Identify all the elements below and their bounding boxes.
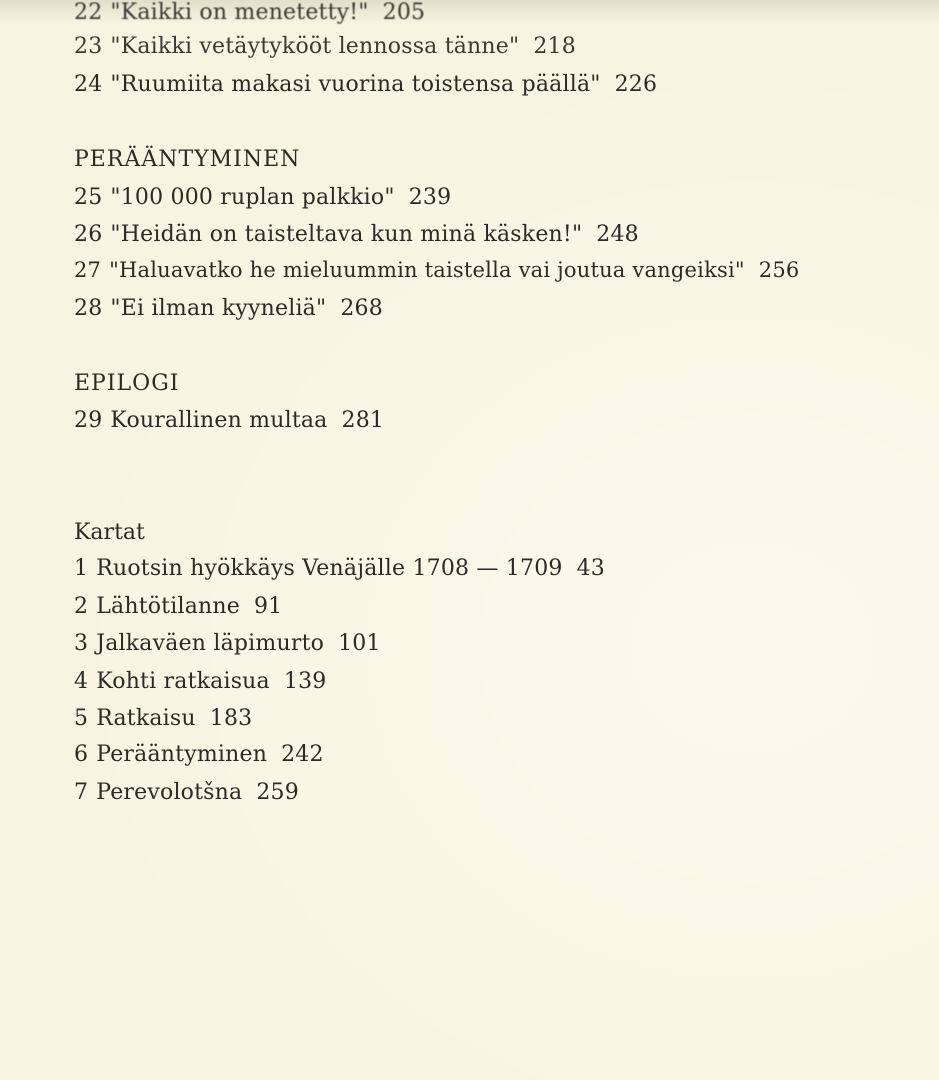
chapter-title: "Kaikki on menetetty!": [110, 0, 369, 25]
map-number: 3: [74, 631, 89, 656]
page-number: 101: [338, 631, 381, 656]
page-number: 205: [382, 0, 426, 25]
map-entry-4: [74, 669, 326, 694]
toc-entry-24: [74, 72, 657, 97]
map-number: 4: [74, 669, 89, 694]
page-number: 259: [256, 780, 299, 805]
chapter-title: Kourallinen multaa: [110, 408, 328, 433]
map-title: Lähtötilanne: [96, 594, 240, 619]
section-heading-epilogue: EPILOGI: [74, 371, 180, 396]
map-number: 2: [74, 594, 89, 619]
toc-entry-27: [74, 258, 799, 282]
chapter-title: "Haluavatko he mieluummin taistella vai joutua vangeiksi": [109, 258, 745, 282]
map-entry-3: [74, 631, 381, 656]
map-number: 5: [74, 706, 89, 731]
map-title: Perääntyminen: [96, 742, 268, 767]
map-entry-1: [74, 556, 605, 581]
chapter-number: 22: [74, 0, 103, 25]
map-entry-2: [74, 594, 282, 619]
chapter-number: 24: [74, 72, 103, 97]
map-entry-7: [74, 780, 299, 805]
page-number: 43: [576, 556, 606, 581]
chapter-number: 29: [74, 408, 103, 433]
chapter-title: "100 000 ruplan palkkio": [110, 185, 395, 210]
toc-entry-28: [74, 296, 383, 321]
map-number: 6: [74, 742, 89, 767]
page-number: 239: [408, 185, 452, 210]
toc-entry-26: [74, 222, 639, 247]
chapter-number: 23: [74, 34, 103, 59]
page-number: 218: [533, 34, 576, 59]
page-number: 248: [596, 222, 639, 247]
chapter-number: 28: [74, 296, 103, 321]
map-entry-6: [74, 742, 324, 767]
page-number: 242: [281, 742, 324, 767]
page-number: 183: [209, 706, 253, 731]
page-number: 256: [758, 258, 800, 282]
page-number: 91: [253, 594, 283, 619]
map-title: Perevolotšna: [96, 780, 243, 805]
toc-entry-23: [74, 34, 576, 59]
page-number: 226: [614, 72, 658, 97]
map-title: Ruotsin hyökkäys Venäjälle 1708 — 1709: [96, 556, 563, 581]
page-number: 281: [341, 408, 385, 433]
map-number: 1: [74, 556, 89, 581]
toc-entry-29: [74, 408, 384, 433]
chapter-title: "Ruumiita makasi vuorina toistensa päällä": [110, 72, 601, 97]
toc-entry-22: [74, 0, 425, 25]
chapter-title: "Heidän on taisteltava kun minä käsken!": [110, 222, 583, 247]
map-entry-5: [74, 706, 252, 731]
chapter-number: 27: [74, 258, 102, 282]
page-number: 139: [283, 669, 327, 694]
page-number: 268: [340, 296, 383, 321]
section-heading-retreat: PERÄÄNTYMINEN: [74, 147, 301, 172]
map-number: 7: [74, 780, 89, 805]
chapter-number: 26: [74, 222, 103, 247]
chapter-title: "Kaikki vetäytykööt lennossa tänne": [110, 34, 520, 59]
section-heading-maps: Kartat: [74, 520, 145, 545]
map-title: Kohti ratkaisua: [96, 669, 270, 694]
chapter-number: 25: [74, 185, 103, 210]
map-title: Ratkaisu: [96, 706, 196, 731]
toc-entry-25: [74, 185, 451, 210]
chapter-title: "Ei ilman kyyneliä": [110, 296, 327, 321]
map-title: Jalkaväen läpimurto: [96, 631, 325, 656]
